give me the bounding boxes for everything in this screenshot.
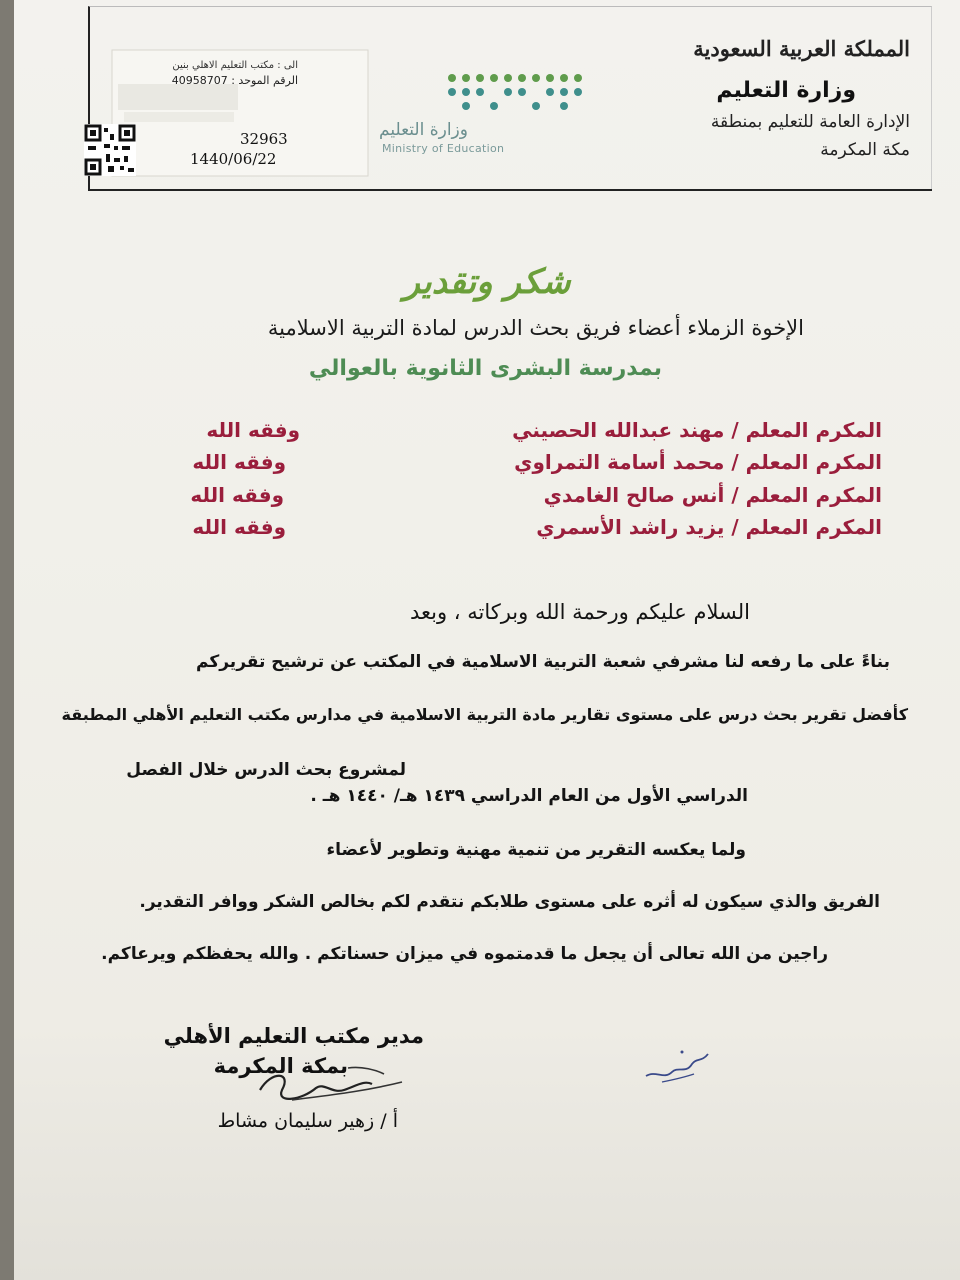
stamp-number: 32963 xyxy=(240,130,288,148)
qr-code-icon xyxy=(84,124,136,176)
reviewer-initials xyxy=(642,1040,712,1090)
teacher-row xyxy=(14,450,960,482)
header-divider xyxy=(88,189,932,191)
teacher-name: المكرم المعلم / أنس صالح الغامدي xyxy=(543,483,882,507)
teacher-name: المكرم المعلم / يزيد راشد الأسمري xyxy=(536,515,882,539)
stamp-date: 1440/06/22 xyxy=(190,150,277,168)
body-paragraph: بناءً على ما رفعه لنا مشرفي شعبة التربية الاسلامية في المكتب عن ترشيح تقريركم xyxy=(196,652,890,672)
signatory-title: مدير مكتب التعليم الأهلي xyxy=(163,1024,424,1048)
body-paragraph: راجين من الله تعالى أن يجعل ما قدمتموه في ميزان حسناتكم . والله يحفظكم ويرعاكم. xyxy=(101,944,828,964)
logo-english-text: Ministry of Education xyxy=(382,142,505,155)
teacher-blessing: وفقه الله xyxy=(206,418,300,442)
body-paragraph: لمشروع بحث الدرس خلال الفصل xyxy=(126,760,406,780)
directorate-name: الإدارة العامة للتعليم بمنطقة مكة المكرمة xyxy=(710,112,910,160)
teacher-row xyxy=(14,483,960,515)
logo-arabic-text: وزارة التعليم xyxy=(379,120,468,140)
body-paragraph: كأفضل تقرير بحث درس على مستوى تقارير مادة التربية الاسلامية في مدارس مكتب التعليم الأهلي المطبقة xyxy=(61,705,908,724)
teacher-name: المكرم المعلم / محمد أسامة التمراوي xyxy=(514,450,882,474)
teacher-blessing: وفقه الله xyxy=(190,483,284,507)
teacher-row xyxy=(14,418,960,450)
signatory-name: أ / زهير سليمان مشاط xyxy=(217,1110,398,1132)
signatory-office-city: بمكة المكرمة xyxy=(213,1054,348,1078)
ministry-name: وزارة التعليم xyxy=(716,78,856,103)
school-name: بمدرسة البشرى الثانوية بالعوالي xyxy=(308,356,662,381)
teacher-blessing: وفقه الله xyxy=(192,450,286,474)
body-paragraph: ولما يعكسه التقرير من تنمية مهنية وتطوير لأعضاء xyxy=(326,840,746,860)
teacher-row xyxy=(14,515,960,547)
body-paragraph: الدراسي الأول من العام الدراسي ١٤٣٩ هـ/ ١٤٤٠ هـ . xyxy=(310,786,748,806)
logo-dot-pattern xyxy=(448,74,582,110)
greeting-line: السلام عليكم ورحمة الله وبركاته ، وبعد xyxy=(409,600,750,624)
letter-title: شكر وتقدير xyxy=(403,262,571,302)
kingdom-title: المملكة العربية السعودية xyxy=(693,36,910,61)
letter-page xyxy=(14,0,960,1280)
stamp-unified-number: الرقم الموحد : 40958707 xyxy=(171,74,298,87)
teacher-name: المكرم المعلم / مهند عبدالله الحصيني xyxy=(512,418,882,442)
addressee-line: الإخوة الزملاء أعضاء فريق بحث الدرس لمادة التربية الاسلامية xyxy=(267,316,804,340)
stamp-recipient: الى : مكتب التعليم الاهلي بنين xyxy=(172,60,298,71)
body-paragraph: الفريق والذي سيكون له أثره على مستوى طلابكم نتقدم لكم بخالص الشكر ووافر التقدير. xyxy=(139,892,880,912)
teacher-blessing: وفقه الله xyxy=(192,515,286,539)
